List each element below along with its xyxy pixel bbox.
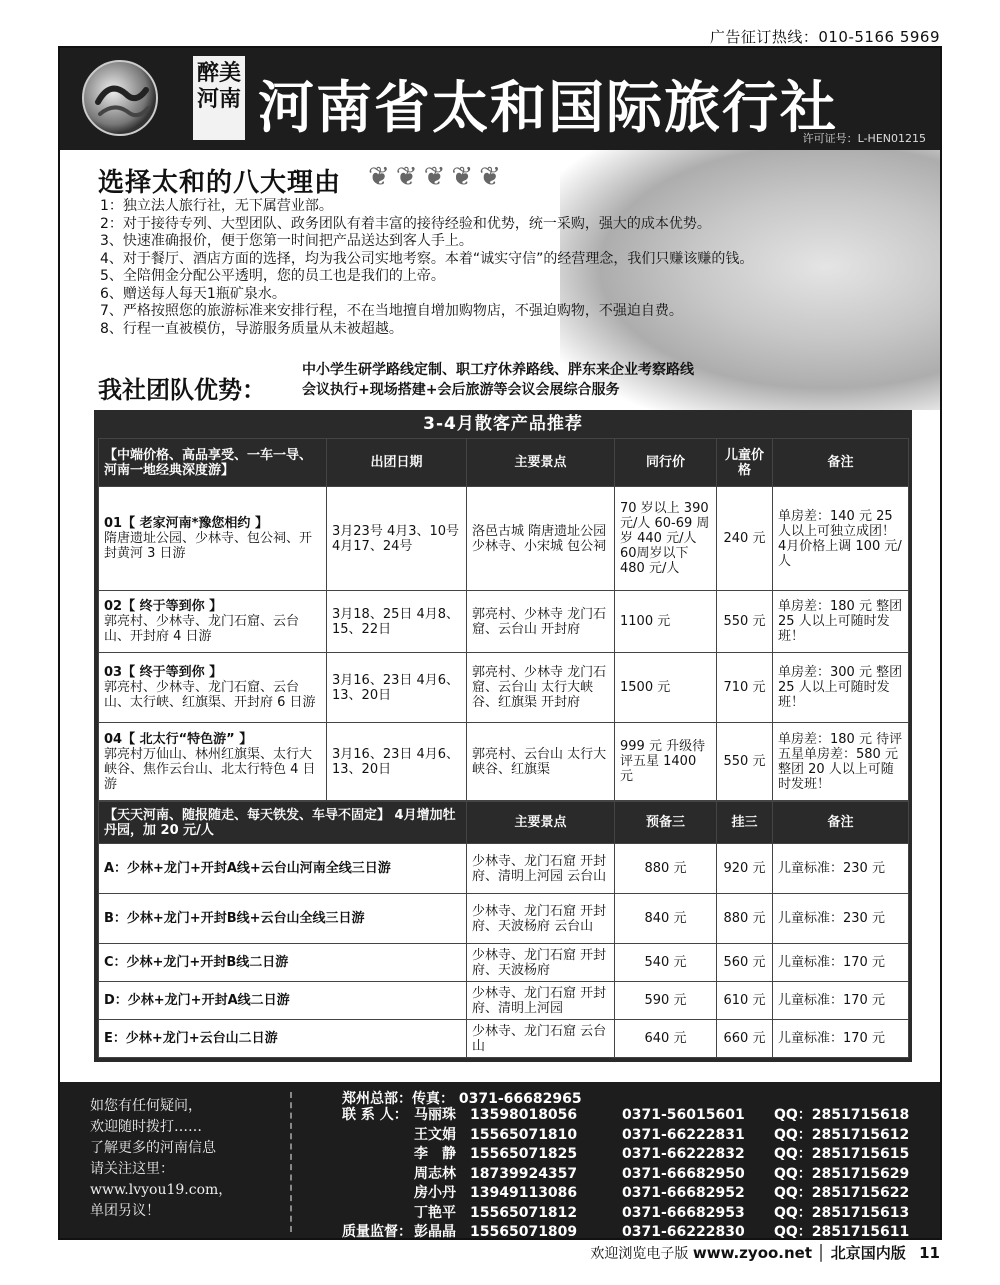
reason-item: 3、快速准确报价，便于您第一时间把产品送达到客人手上。	[100, 233, 473, 249]
route-title: 02【 终于等到你 】	[104, 599, 223, 614]
reason-item: 1：独立法人旅行社，无下属营业部。	[100, 198, 333, 214]
footer-line: 了解更多的河南信息	[90, 1140, 216, 1156]
contact-row: 房小丹 13949113086 0371-66682952 QQ：2851715622	[414, 1185, 910, 1201]
table-row	[99, 591, 909, 653]
footer-line: 欢迎随时拨打……	[90, 1119, 202, 1135]
table-header: 【天天河南、随报随走、每天铁发、车导不固定】 4月增加牡丹园，加 20 元/人	[99, 802, 467, 844]
table-caption: 3-4月散客产品推荐	[423, 414, 583, 434]
footer-site-link[interactable]: www.zyoo.net	[692, 1244, 813, 1262]
reason-item: 5、全陪佣金分配公平透明，您的员工也是我们的上帝。	[100, 268, 445, 284]
note-cell: 单房差：180 元 待评五星单房差：580 元 整团 20 人以上可随时发班！	[773, 723, 909, 801]
price-cell: 640 元	[615, 1020, 717, 1058]
route-cell: B：少林+龙门+开封B线+云台山全线三日游	[99, 894, 467, 944]
price-cell: 840 元	[615, 894, 717, 944]
table-row	[99, 844, 909, 894]
reason-item: 2：对于接待专列、大型团队、政务团队有着丰富的接待经验和优势，统一采购，强大的成本优势。	[100, 215, 711, 232]
reason-item: 4、对于餐厅、酒店方面的选择，均为我公司实地考察。本着“诚实守信”的经营理念，我们只赚该赚的钱。	[100, 250, 754, 267]
reason-item: 7、严格按照您的旅游标准来安排行程，不在当地擅自增加购物店，不强迫购物，不强迫自费。	[100, 303, 683, 319]
price-cell: 590 元	[615, 982, 717, 1020]
price-cell: 1100 元	[615, 591, 717, 653]
price-cell: 880 元	[717, 894, 773, 944]
price-cell: 610 元	[717, 982, 773, 1020]
route-cell: A：少林+龙门+开封A线+云台山河南全线三日游	[99, 844, 467, 894]
table-row	[99, 982, 909, 1020]
price-cell: 660 元	[717, 1020, 773, 1058]
dates-cell: 3月16、23日 4月6、13、20日	[327, 723, 467, 801]
price-cell: 1500 元	[615, 653, 717, 723]
sights-cell: 少林寺、龙门石窟 开封府、清明上河园	[467, 982, 615, 1020]
agency-name: 河南省太和国际旅行社	[258, 75, 838, 141]
dates-cell: 3月16、23日 4月6、13、20日	[327, 653, 467, 723]
contact-row: 丁艳平 15565071812 0371-66682953 QQ：2851715613	[414, 1204, 910, 1221]
dates-cell: 3月18、25日 4月8、15、22日	[327, 591, 467, 653]
reasons-list	[100, 198, 840, 338]
dates-cell: 3月23号 4月3、10号 4月17、24号	[327, 487, 467, 591]
route-cell: E：少林+龙门+云台山二日游	[99, 1020, 467, 1058]
page-frame	[58, 46, 942, 1240]
table-header: 儿童价格	[717, 439, 773, 487]
sights-cell: 郭亮村、云台山 太行大峡谷、红旗渠	[467, 723, 615, 801]
sights-cell: 少林寺、龙门石窟 云台山	[467, 1020, 615, 1058]
footer-edition: 北京国内版	[830, 1244, 906, 1262]
child-price-cell: 710 元	[717, 653, 773, 723]
note-cell: 单房差：180 元 整团 25 人以上可随时发班！	[773, 591, 909, 653]
product-table-1	[98, 438, 909, 801]
table-row	[99, 1020, 909, 1058]
contact-row: 质量监督： 彭晶晶 15565071809 0371-66222830 QQ：2851715611	[342, 1224, 910, 1240]
footer-line: 单团另议！	[90, 1203, 160, 1219]
sights-cell: 郭亮村、少林寺 龙门石窟、云台山 太行大峡谷、红旗渠 开封府	[467, 653, 615, 723]
table-row	[99, 653, 909, 723]
contact-footer	[60, 1082, 940, 1238]
page-footer: 欢迎浏览电子版 www.zyoo.net │ 北京国内版 11	[590, 1244, 940, 1262]
note-cell: 儿童标准：170 元	[773, 982, 909, 1020]
note-cell: 单房差：140 元 25 人以上可独立成团！ 4月价格上调 100 元/人	[773, 487, 909, 591]
header-banner	[60, 48, 940, 150]
reasons-title: 选择太和的八大理由	[98, 168, 342, 198]
table-row	[99, 894, 909, 944]
decorative-swirl-icon: ❦❦❦❦❦	[368, 162, 507, 192]
table-header: 主要景点	[467, 802, 615, 844]
footer-website-link[interactable]: www.lvyou19.com，	[90, 1182, 233, 1198]
route-desc: 郭亮村、少林寺、龙门石窟、云台山、开封府 4 日游	[104, 614, 300, 644]
child-price-cell: 550 元	[717, 591, 773, 653]
table-row	[99, 723, 909, 801]
contact-row: 王文娟 15565071810 0371-66222831 QQ：2851715612	[414, 1126, 910, 1143]
contact-row: 李 静 15565071825 0371-66222832 QQ：2851715615	[414, 1146, 910, 1162]
price-cell: 540 元	[615, 944, 717, 982]
team-line: 中小学生研学路线定制、职工疗休养路线、胖东来企业考察路线	[302, 362, 694, 378]
route-desc: 隋唐遗址公园、少林寺、包公祠、开封黄河 3 日游	[104, 531, 313, 561]
table-header: 同行价	[615, 439, 717, 487]
team-advantage-lines	[302, 360, 694, 400]
footer-divider	[290, 1092, 292, 1232]
footer-message	[90, 1096, 290, 1222]
note-cell: 儿童标准：230 元	[773, 894, 909, 944]
route-title: 01【 老家河南*豫您相约 】	[104, 516, 268, 531]
note-cell: 儿童标准：230 元	[773, 844, 909, 894]
license-number: 许可证号：L-HEN01215	[802, 132, 926, 145]
price-cell: 999 元 升级待评五星 1400 元	[615, 723, 717, 801]
footer-welcome: 欢迎浏览电子版	[590, 1246, 689, 1262]
route-title: 04【 北太行“特色游” 】	[104, 731, 253, 747]
note-cell: 单房差：300 元 整团 25 人以上可随时发班！	[773, 653, 909, 723]
table-header: 出团日期	[327, 439, 467, 487]
table-header: 主要景点	[467, 439, 615, 487]
reason-item: 6、赠送每人每天1瓶矿泉水。	[100, 285, 286, 302]
route-cell: C：少林+龙门+开封B线二日游	[99, 944, 467, 982]
team-advantage-title: 我社团队优势：	[98, 376, 266, 404]
product-table-2	[98, 801, 909, 1058]
route-desc: 郭亮村万仙山、林州红旗渠、太行大峡谷、焦作云台山、北太行特色 4 日游	[104, 746, 316, 792]
contact-row: 联 系 人： 马丽珠 13598018056 0371-56015601 QQ：2851715618	[342, 1107, 910, 1123]
price-cell: 880 元	[615, 844, 717, 894]
route-cell: D：少林+龙门+开封A线二日游	[99, 982, 467, 1020]
seal-logo: 醉美 河南	[193, 56, 245, 140]
table-header: 预备三	[615, 802, 717, 844]
price-cell: 920 元	[717, 844, 773, 894]
route-title: 03【 终于等到你 】	[104, 665, 223, 680]
sights-cell: 少林寺、龙门石窟 开封府、天波杨府	[467, 944, 615, 982]
contact-list	[342, 1106, 914, 1240]
hq-fax: 郑州总部：传真： 0371-66682965	[342, 1091, 582, 1107]
sights-cell: 少林寺、龙门石窟 开封府、清明上河园 云台山	[467, 844, 615, 894]
note-cell: 儿童标准：170 元	[773, 944, 909, 982]
contact-row: 周志林 18739924357 0371-66682950 QQ：2851715629	[414, 1165, 910, 1182]
table-header: 备注	[773, 802, 909, 844]
sights-cell: 郭亮村、少林寺 龙门石窟、云台山 开封府	[467, 591, 615, 653]
sights-cell: 少林寺、龙门石窟 开封府、天波杨府 云台山	[467, 894, 615, 944]
table-header: 挂三	[717, 802, 773, 844]
page-number: 11	[919, 1244, 940, 1262]
price-cell: 70 岁以上 390 元/人 60-69 周岁 440 元/人 60周岁以下 480 元/人	[615, 487, 717, 591]
sights-cell: 洛邑古城 隋唐遗址公园 少林寺、小宋城 包公祠	[467, 487, 615, 591]
footer-line: 如您有任何疑问，	[90, 1098, 202, 1114]
price-cell: 560 元	[717, 944, 773, 982]
table-row	[99, 944, 909, 982]
note-cell: 儿童标准：170 元	[773, 1020, 909, 1058]
route-desc: 郭亮村、少林寺、龙门石窟、云台山、太行峡、红旗渠、开封府 6 日游	[104, 680, 316, 710]
team-line: 会议执行+现场搭建+会后旅游等会议会展综合服务	[302, 382, 620, 398]
table-row	[99, 487, 909, 591]
agency-logo	[82, 60, 158, 136]
ad-hotline: 广告征订热线：010-5166 5969	[709, 28, 940, 46]
child-price-cell: 240 元	[717, 487, 773, 591]
product-tables	[94, 410, 912, 1062]
child-price-cell: 550 元	[717, 723, 773, 801]
table-header: 【中端价格、高品享受、一车一导、河南一地经典深度游】	[99, 439, 327, 487]
footer-line: 请关注这里：	[90, 1161, 174, 1177]
reason-item: 8、行程一直被模仿，导游服务质量从未被超越。	[100, 320, 403, 337]
table-header: 备注	[773, 439, 909, 487]
